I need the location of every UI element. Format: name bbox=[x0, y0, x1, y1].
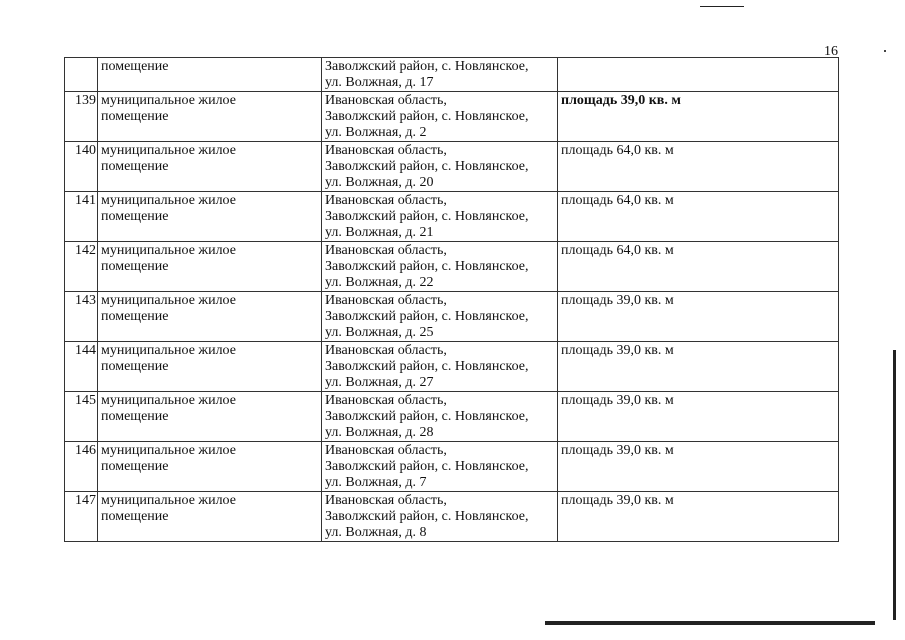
address-line: ул. Волжная, д. 27 bbox=[325, 375, 434, 390]
object-name-line: помещение bbox=[101, 59, 169, 74]
scan-artifact-bottom-line bbox=[545, 621, 875, 625]
address-line: ул. Волжная, д. 7 bbox=[325, 475, 427, 490]
row-number-cell: 147 bbox=[65, 492, 98, 542]
area-cell: площадь 64,0 кв. м bbox=[558, 142, 839, 192]
area-cell: площадь 39,0 кв. м bbox=[558, 292, 839, 342]
object-name-line: помещение bbox=[101, 309, 169, 324]
address-line: Ивановская область, bbox=[325, 143, 447, 158]
address-line: Ивановская область, bbox=[325, 193, 447, 208]
address-line: Ивановская область, bbox=[325, 243, 447, 258]
property-table-body bbox=[65, 58, 839, 542]
row-number-cell: 145 bbox=[65, 392, 98, 442]
address-line: Ивановская область, bbox=[325, 93, 447, 108]
object-name-line: помещение bbox=[101, 459, 169, 474]
object-name-line: помещение bbox=[101, 509, 169, 524]
object-name-cell bbox=[98, 492, 322, 542]
address-line: ул. Волжная, д. 25 bbox=[325, 325, 434, 340]
object-name-line: помещение bbox=[101, 259, 169, 274]
address-line: Заволжский район, с. Новлянское, bbox=[325, 59, 529, 74]
address-line: Заволжский район, с. Новлянское, bbox=[325, 259, 529, 274]
object-name-cell bbox=[98, 142, 322, 192]
area-cell bbox=[558, 58, 839, 92]
address-line: Заволжский район, с. Новлянское, bbox=[325, 359, 529, 374]
area-cell: площадь 39,0 кв. м bbox=[558, 342, 839, 392]
object-name-line: муниципальное жилое bbox=[101, 143, 236, 158]
object-name-cell bbox=[98, 342, 322, 392]
object-name-line: муниципальное жилое bbox=[101, 293, 236, 308]
address-line: Заволжский район, с. Новлянское, bbox=[325, 209, 529, 224]
object-name-line: муниципальное жилое bbox=[101, 393, 236, 408]
object-name-line: муниципальное жилое bbox=[101, 493, 236, 508]
row-number-cell bbox=[65, 58, 98, 92]
row-number-cell: 140 bbox=[65, 142, 98, 192]
object-name-cell bbox=[98, 392, 322, 442]
scan-artifact-dot bbox=[884, 50, 886, 52]
scan-artifact-right-edge bbox=[893, 350, 896, 620]
object-name-line: муниципальное жилое bbox=[101, 93, 236, 108]
object-name-cell bbox=[98, 192, 322, 242]
address-cell bbox=[322, 242, 558, 292]
address-line: ул. Волжная, д. 2 bbox=[325, 125, 427, 140]
area-cell: площадь 39,0 кв. м bbox=[558, 92, 839, 142]
address-cell bbox=[322, 92, 558, 142]
object-name-cell bbox=[98, 92, 322, 142]
table-row bbox=[65, 192, 839, 242]
address-line: ул. Волжная, д. 28 bbox=[325, 425, 434, 440]
object-name-line: помещение bbox=[101, 209, 169, 224]
table-row bbox=[65, 292, 839, 342]
address-cell bbox=[322, 142, 558, 192]
table-row bbox=[65, 442, 839, 492]
address-line: ул. Волжная, д. 22 bbox=[325, 275, 434, 290]
area-cell: площадь 39,0 кв. м bbox=[558, 442, 839, 492]
row-number-cell: 146 bbox=[65, 442, 98, 492]
object-name-line: муниципальное жилое bbox=[101, 243, 236, 258]
object-name-line: помещение bbox=[101, 159, 169, 174]
row-number-cell: 139 bbox=[65, 92, 98, 142]
object-name-line: муниципальное жилое bbox=[101, 443, 236, 458]
address-line: Заволжский район, с. Новлянское, bbox=[325, 309, 529, 324]
address-line: Заволжский район, с. Новлянское, bbox=[325, 459, 529, 474]
address-line: ул. Волжная, д. 21 bbox=[325, 225, 434, 240]
address-line: Заволжский район, с. Новлянское, bbox=[325, 159, 529, 174]
address-line: Ивановская область, bbox=[325, 443, 447, 458]
address-line: ул. Волжная, д. 20 bbox=[325, 175, 434, 190]
address-line: Ивановская область, bbox=[325, 493, 447, 508]
object-name-line: помещение bbox=[101, 109, 169, 124]
address-line: Заволжский район, с. Новлянское, bbox=[325, 509, 529, 524]
address-line: ул. Волжная, д. 8 bbox=[325, 525, 427, 540]
address-cell bbox=[322, 442, 558, 492]
table-row bbox=[65, 58, 839, 92]
address-cell bbox=[322, 392, 558, 442]
area-cell: площадь 39,0 кв. м bbox=[558, 492, 839, 542]
address-line: Заволжский район, с. Новлянское, bbox=[325, 409, 529, 424]
address-line: Ивановская область, bbox=[325, 343, 447, 358]
object-name-line: помещение bbox=[101, 359, 169, 374]
row-number-cell: 142 bbox=[65, 242, 98, 292]
address-cell bbox=[322, 492, 558, 542]
address-cell bbox=[322, 342, 558, 392]
table-row bbox=[65, 392, 839, 442]
table-row bbox=[65, 142, 839, 192]
page-number: 16 bbox=[824, 44, 838, 59]
table-row bbox=[65, 242, 839, 292]
table-row bbox=[65, 92, 839, 142]
property-table bbox=[64, 57, 839, 542]
address-line: Ивановская область, bbox=[325, 393, 447, 408]
object-name-cell bbox=[98, 442, 322, 492]
object-name-line: муниципальное жилое bbox=[101, 343, 236, 358]
address-line: ул. Волжная, д. 17 bbox=[325, 75, 434, 90]
object-name-cell bbox=[98, 242, 322, 292]
object-name-cell bbox=[98, 292, 322, 342]
address-cell bbox=[322, 58, 558, 92]
address-line: Ивановская область, bbox=[325, 293, 447, 308]
object-name-line: муниципальное жилое bbox=[101, 193, 236, 208]
area-cell: площадь 64,0 кв. м bbox=[558, 192, 839, 242]
address-line: Заволжский район, с. Новлянское, bbox=[325, 109, 529, 124]
row-number-cell: 144 bbox=[65, 342, 98, 392]
row-number-cell: 143 bbox=[65, 292, 98, 342]
table-row bbox=[65, 492, 839, 542]
area-cell: площадь 39,0 кв. м bbox=[558, 392, 839, 442]
address-cell bbox=[322, 192, 558, 242]
table-row bbox=[65, 342, 839, 392]
row-number-cell: 141 bbox=[65, 192, 98, 242]
address-cell bbox=[322, 292, 558, 342]
area-cell: площадь 64,0 кв. м bbox=[558, 242, 839, 292]
scan-artifact-top-line bbox=[700, 6, 744, 7]
object-name-cell bbox=[98, 58, 322, 92]
object-name-line: помещение bbox=[101, 409, 169, 424]
